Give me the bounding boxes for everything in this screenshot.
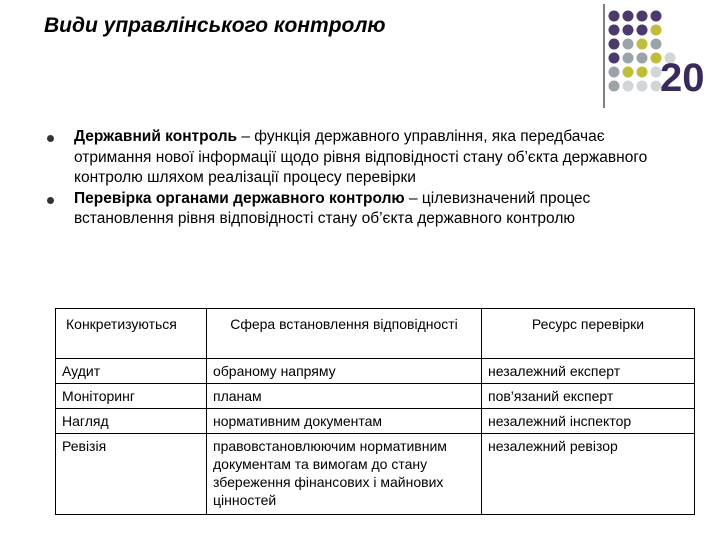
- control-types-table: [55, 308, 695, 515]
- table-cell: незалежний експерт: [482, 359, 695, 384]
- decorative-dot: [609, 39, 620, 50]
- bullet-item-state-control: [44, 127, 654, 189]
- table-cell: обраному напряму: [207, 359, 482, 384]
- decorative-dot: [637, 81, 648, 92]
- bullet-term: Державний контроль: [74, 128, 238, 145]
- decorative-dot: [609, 25, 620, 36]
- decorative-dot: [609, 81, 620, 92]
- decorative-dot: [623, 11, 634, 22]
- decorative-dot: [637, 11, 648, 22]
- table-cell: Ревізія: [56, 434, 207, 515]
- table-cell: незалежний інспектор: [482, 409, 695, 434]
- table-header-row: [56, 309, 695, 359]
- decorative-dot: [651, 25, 662, 36]
- header-cell: Ресурс перевірки: [482, 309, 695, 359]
- bullet-text: – цілевизначений процес встановлення рівня відповідності стану об’єкта державного контролю: [74, 189, 591, 227]
- bullet-dot-icon: [47, 197, 54, 204]
- decorative-dot: [637, 67, 648, 78]
- table-cell: пов’язаний експерт: [482, 384, 695, 409]
- table-cell: незалежний ревізор: [482, 434, 695, 515]
- table-row: [56, 409, 695, 434]
- decorative-dot: [623, 39, 634, 50]
- bullet-text: – функція державного управління, яка передбачає отримання нової інформації щодо рівня відповідності стану об’єкта державного контролю шляхом реалізації процесу перевірки: [74, 128, 648, 186]
- table-cell: правовстановлюючим нормативним документам та вимогам до стану збереження фінансових і майнових цінностей: [207, 434, 482, 515]
- decorative-dot: [623, 81, 634, 92]
- slide-title: Види управлінського контролю: [44, 14, 386, 37]
- bullet-item-inspection: [44, 189, 654, 230]
- table-cell: Аудит: [56, 359, 207, 384]
- decorative-dot: [623, 25, 634, 36]
- table-row: [56, 359, 695, 384]
- decorative-dot: [623, 67, 634, 78]
- header-cell: Сфера встановлення відповідності: [207, 309, 482, 359]
- decorative-dot: [637, 53, 648, 64]
- decorative-dot: [637, 25, 648, 36]
- header-cell: Конкретизуються: [56, 309, 207, 359]
- decorative-dot: [609, 11, 620, 22]
- decorative-dot: [609, 53, 620, 64]
- table-row: [56, 384, 695, 409]
- decorative-dot: [651, 11, 662, 22]
- table-cell: Моніторинг: [56, 384, 207, 409]
- decorative-dot: [637, 39, 648, 50]
- table-cell: Нагляд: [56, 409, 207, 434]
- decorative-dot-grid: [0, 0, 720, 110]
- table-cell: нормативним документам: [207, 409, 482, 434]
- table-row: [56, 434, 695, 515]
- bullet-dot-icon: [47, 135, 54, 142]
- bullet-list: [44, 127, 654, 230]
- decorative-dot: [609, 67, 620, 78]
- bullet-term: Перевірка органами державного контролю: [74, 189, 405, 207]
- slide-number: 20: [660, 56, 705, 100]
- decorative-dot: [651, 39, 662, 50]
- decorative-dot: [623, 53, 634, 64]
- table-cell: планам: [207, 384, 482, 409]
